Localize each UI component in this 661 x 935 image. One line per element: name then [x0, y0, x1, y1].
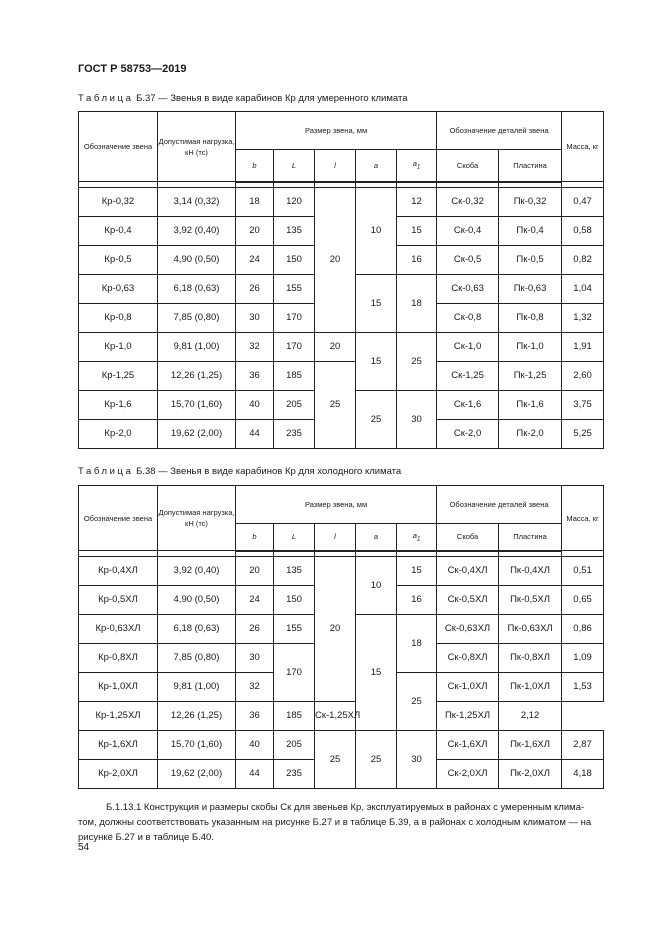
cell: 24: [236, 585, 274, 614]
table-row: [79, 730, 604, 759]
cell: 9,81 (1,00): [158, 672, 236, 701]
cell: Ск-0,32: [437, 187, 499, 216]
cell: Ск-1,25ХЛ: [315, 701, 356, 730]
cell: Ск-0,63ХЛ: [437, 614, 499, 643]
th-load: Допустимая нагрузка, кН (тс): [158, 112, 236, 182]
th-designation: Обозначение звена: [79, 486, 158, 551]
cell: Кр-0,5: [79, 245, 158, 274]
cell: 3,14 (0,32): [158, 187, 236, 216]
th-l: l: [315, 150, 356, 182]
cell: 7,85 (0,80): [158, 643, 236, 672]
table-row: [79, 332, 604, 361]
cell: 20: [236, 556, 274, 585]
cell: 170: [274, 303, 315, 332]
cell: Ск-0,8: [437, 303, 499, 332]
th-plate: Пластина: [499, 524, 562, 551]
cell: Пк-2,0ХЛ: [499, 759, 562, 788]
cell: Пк-0,63: [499, 274, 562, 303]
cell: 36: [236, 361, 274, 390]
cell: 15,70 (1,60): [158, 730, 236, 759]
cell: 36: [236, 701, 274, 730]
table2-caption-word: Таблица: [78, 466, 134, 477]
th-L: L: [274, 150, 315, 182]
cell: 9,81 (1,00): [158, 332, 236, 361]
paragraph-line-1: Б.1.13.1 Конструкция и размеры скобы Ск для звеньев Кр, эксплуатируемых в районах с умеренным клима-: [106, 802, 585, 813]
cell: Пк-1,0ХЛ: [499, 672, 562, 701]
th-bracket: Скоба: [437, 524, 499, 551]
cell: Ск-2,0ХЛ: [437, 759, 499, 788]
cell: Ск-0,5: [437, 245, 499, 274]
cell: Ск-1,0: [437, 332, 499, 361]
cell: 135: [274, 216, 315, 245]
cell: 24: [236, 245, 274, 274]
cell: 40: [236, 730, 274, 759]
cell: Кр-0,8ХЛ: [79, 643, 158, 672]
cell: 3,92 (0,40): [158, 216, 236, 245]
cell: 25: [397, 332, 437, 390]
cell: 1,09: [562, 643, 604, 672]
th-a1-label: a: [412, 159, 417, 168]
cell: 18: [397, 614, 437, 672]
cell: 30: [236, 303, 274, 332]
cell: 25: [315, 361, 356, 448]
cell: 2,12: [499, 701, 562, 730]
cell: Кр-2,0ХЛ: [79, 759, 158, 788]
table2-caption-text: Б.38 — Звенья в виде карабинов Кр для холодного климата: [133, 466, 402, 477]
cell: 0,82: [562, 245, 604, 274]
cell: 16: [397, 585, 437, 614]
cell: 4,18: [562, 759, 604, 788]
table2-caption: [78, 466, 401, 477]
th-bracket: Скоба: [437, 150, 499, 182]
th-size: Размер звена, мм: [236, 112, 437, 150]
cell: 19,62 (2,00): [158, 419, 236, 448]
cell: 44: [236, 419, 274, 448]
table1-caption-word: Таблица: [78, 93, 134, 104]
cell: 26: [236, 274, 274, 303]
cell: Пк-1,0: [499, 332, 562, 361]
paragraph-line-2: том, должны соответствовать указанным на рисунке Б.27 и в таблице Б.39, а в районах с холодным климатом — на: [78, 817, 592, 828]
table-row: [79, 187, 604, 216]
cell: 15,70 (1,60): [158, 390, 236, 419]
cell: Кр-2,0: [79, 419, 158, 448]
cell: Кр-1,0: [79, 332, 158, 361]
cell: 170: [274, 643, 315, 701]
cell: Пк-0,4: [499, 216, 562, 245]
cell: 16: [397, 245, 437, 274]
cell: Ск-2,0: [437, 419, 499, 448]
th-designation: Обозначение звена: [79, 112, 158, 182]
cell: 15: [356, 332, 397, 390]
cell: Кр-1,6: [79, 390, 158, 419]
cell: 30: [397, 730, 437, 788]
cell: 6,18 (0,63): [158, 614, 236, 643]
cell: 205: [274, 390, 315, 419]
th-a1: [397, 150, 437, 182]
cell: 3,75: [562, 390, 604, 419]
cell: Пк-0,8: [499, 303, 562, 332]
table1-caption-text: Б.37 — Звенья в виде карабинов Кр для умеренного климата: [133, 93, 408, 104]
table-b37: [78, 111, 604, 449]
cell: 15: [356, 614, 397, 730]
cell: Ск-1,6: [437, 390, 499, 419]
table1-caption: [78, 93, 408, 104]
th-b: b: [236, 524, 274, 551]
th-a: a: [356, 150, 397, 182]
cell: 0,58: [562, 216, 604, 245]
cell: Пк-0,5: [499, 245, 562, 274]
cell: 32: [236, 672, 274, 701]
cell: Пк-2,0: [499, 419, 562, 448]
cell: 12,26 (1,25): [158, 701, 236, 730]
cell: 4,90 (0,50): [158, 245, 236, 274]
cell: Кр-0,63ХЛ: [79, 614, 158, 643]
cell: Кр-0,5ХЛ: [79, 585, 158, 614]
cell: Кр-0,4ХЛ: [79, 556, 158, 585]
th-mass: Масса, кг: [562, 486, 604, 551]
cell: 1,91: [562, 332, 604, 361]
cell: 1,53: [562, 672, 604, 701]
cell: 30: [397, 390, 437, 448]
cell: Пк-0,32: [499, 187, 562, 216]
cell: Ск-0,8ХЛ: [437, 643, 499, 672]
cell: Пк-0,5ХЛ: [499, 585, 562, 614]
cell: Кр-1,25ХЛ: [79, 701, 158, 730]
cell: 0,86: [562, 614, 604, 643]
cell: 185: [274, 701, 315, 730]
cell: 10: [356, 556, 397, 614]
cell: 2,60: [562, 361, 604, 390]
cell: Ск-0,63: [437, 274, 499, 303]
cell: 0,65: [562, 585, 604, 614]
cell: 5,25: [562, 419, 604, 448]
cell: Ск-0,4: [437, 216, 499, 245]
cell: 20: [315, 556, 356, 701]
th-l: l: [315, 524, 356, 551]
cell: Пк-1,6ХЛ: [499, 730, 562, 759]
cell: 25: [315, 730, 356, 788]
th-a1-sub: 1: [416, 163, 421, 171]
cell: Пк-1,25ХЛ: [437, 701, 499, 730]
cell: 7,85 (0,80): [158, 303, 236, 332]
cell: Кр-0,32: [79, 187, 158, 216]
cell: Кр-0,4: [79, 216, 158, 245]
cell: 4,90 (0,50): [158, 585, 236, 614]
cell: Кр-0,8: [79, 303, 158, 332]
cell: Ск-0,5ХЛ: [437, 585, 499, 614]
cell: 3,92 (0,40): [158, 556, 236, 585]
cell: Кр-0,63: [79, 274, 158, 303]
th-a1: [397, 524, 437, 551]
cell: 12: [397, 187, 437, 216]
cell: 6,18 (0,63): [158, 274, 236, 303]
cell: 25: [397, 672, 437, 730]
cell: 32: [236, 332, 274, 361]
th-plate: Пластина: [499, 150, 562, 182]
cell: Кр-1,0ХЛ: [79, 672, 158, 701]
standard-title: ГОСТ Р 58753—2019: [78, 63, 187, 75]
cell: 170: [274, 332, 315, 361]
cell: Ск-0,4ХЛ: [437, 556, 499, 585]
table-row: [79, 701, 604, 730]
cell: 1,04: [562, 274, 604, 303]
th-L: L: [274, 524, 315, 551]
cell: 40: [236, 390, 274, 419]
th-mass: Масса, кг: [562, 112, 604, 182]
cell: Ск-1,0ХЛ: [437, 672, 499, 701]
cell: 135: [274, 556, 315, 585]
cell: 0,51: [562, 556, 604, 585]
cell: Пк-0,63ХЛ: [499, 614, 562, 643]
th-a1-label: a: [412, 530, 417, 540]
cell: 25: [356, 390, 397, 448]
cell: 15: [356, 274, 397, 332]
cell: Ск-1,6ХЛ: [437, 730, 499, 759]
cell: 235: [274, 759, 315, 788]
cell: 26: [236, 614, 274, 643]
cell: Пк-1,25: [499, 361, 562, 390]
cell: 19,62 (2,00): [158, 759, 236, 788]
cell: 0,47: [562, 187, 604, 216]
table-b38: [78, 485, 604, 789]
cell: 20: [315, 187, 356, 332]
th-parts: Обозначение деталей звена: [437, 112, 562, 150]
th-a1-sub: 1: [416, 535, 421, 542]
cell: Пк-0,8ХЛ: [499, 643, 562, 672]
th-b: b: [236, 150, 274, 182]
cell: 155: [274, 614, 315, 643]
cell: 155: [274, 274, 315, 303]
cell: Ск-1,25: [437, 361, 499, 390]
cell: 150: [274, 585, 315, 614]
page-number: 54: [78, 842, 90, 853]
cell: 15: [397, 216, 437, 245]
table-row: [79, 361, 604, 390]
cell: 205: [274, 730, 315, 759]
cell: 150: [274, 245, 315, 274]
cell: 18: [236, 187, 274, 216]
cell: 30: [236, 643, 274, 672]
cell: 235: [274, 419, 315, 448]
cell: 12,26 (1,25): [158, 361, 236, 390]
cell: 15: [397, 556, 437, 585]
body-paragraph: [78, 800, 603, 845]
table-row: [79, 556, 604, 585]
cell: 2,87: [562, 730, 604, 759]
paragraph-line-3: рисунке Б.27 и в таблице Б.40.: [78, 832, 214, 843]
th-load: Допустимая нагрузка, кН (тс): [158, 486, 236, 551]
cell: Кр-1,25: [79, 361, 158, 390]
th-a: a: [356, 524, 397, 551]
th-size: Размер звена, мм: [236, 486, 437, 524]
cell: 10: [356, 187, 397, 274]
cell: 1,32: [562, 303, 604, 332]
th-parts: Обозначение деталей звена: [437, 486, 562, 524]
cell: 20: [236, 216, 274, 245]
cell: 25: [356, 730, 397, 788]
cell: 185: [274, 361, 315, 390]
cell: Кр-1,6ХЛ: [79, 730, 158, 759]
cell: 120: [274, 187, 315, 216]
cell: 20: [315, 332, 356, 361]
cell: Пк-0,4ХЛ: [499, 556, 562, 585]
cell: Пк-1,6: [499, 390, 562, 419]
cell: 44: [236, 759, 274, 788]
cell: 18: [397, 274, 437, 332]
